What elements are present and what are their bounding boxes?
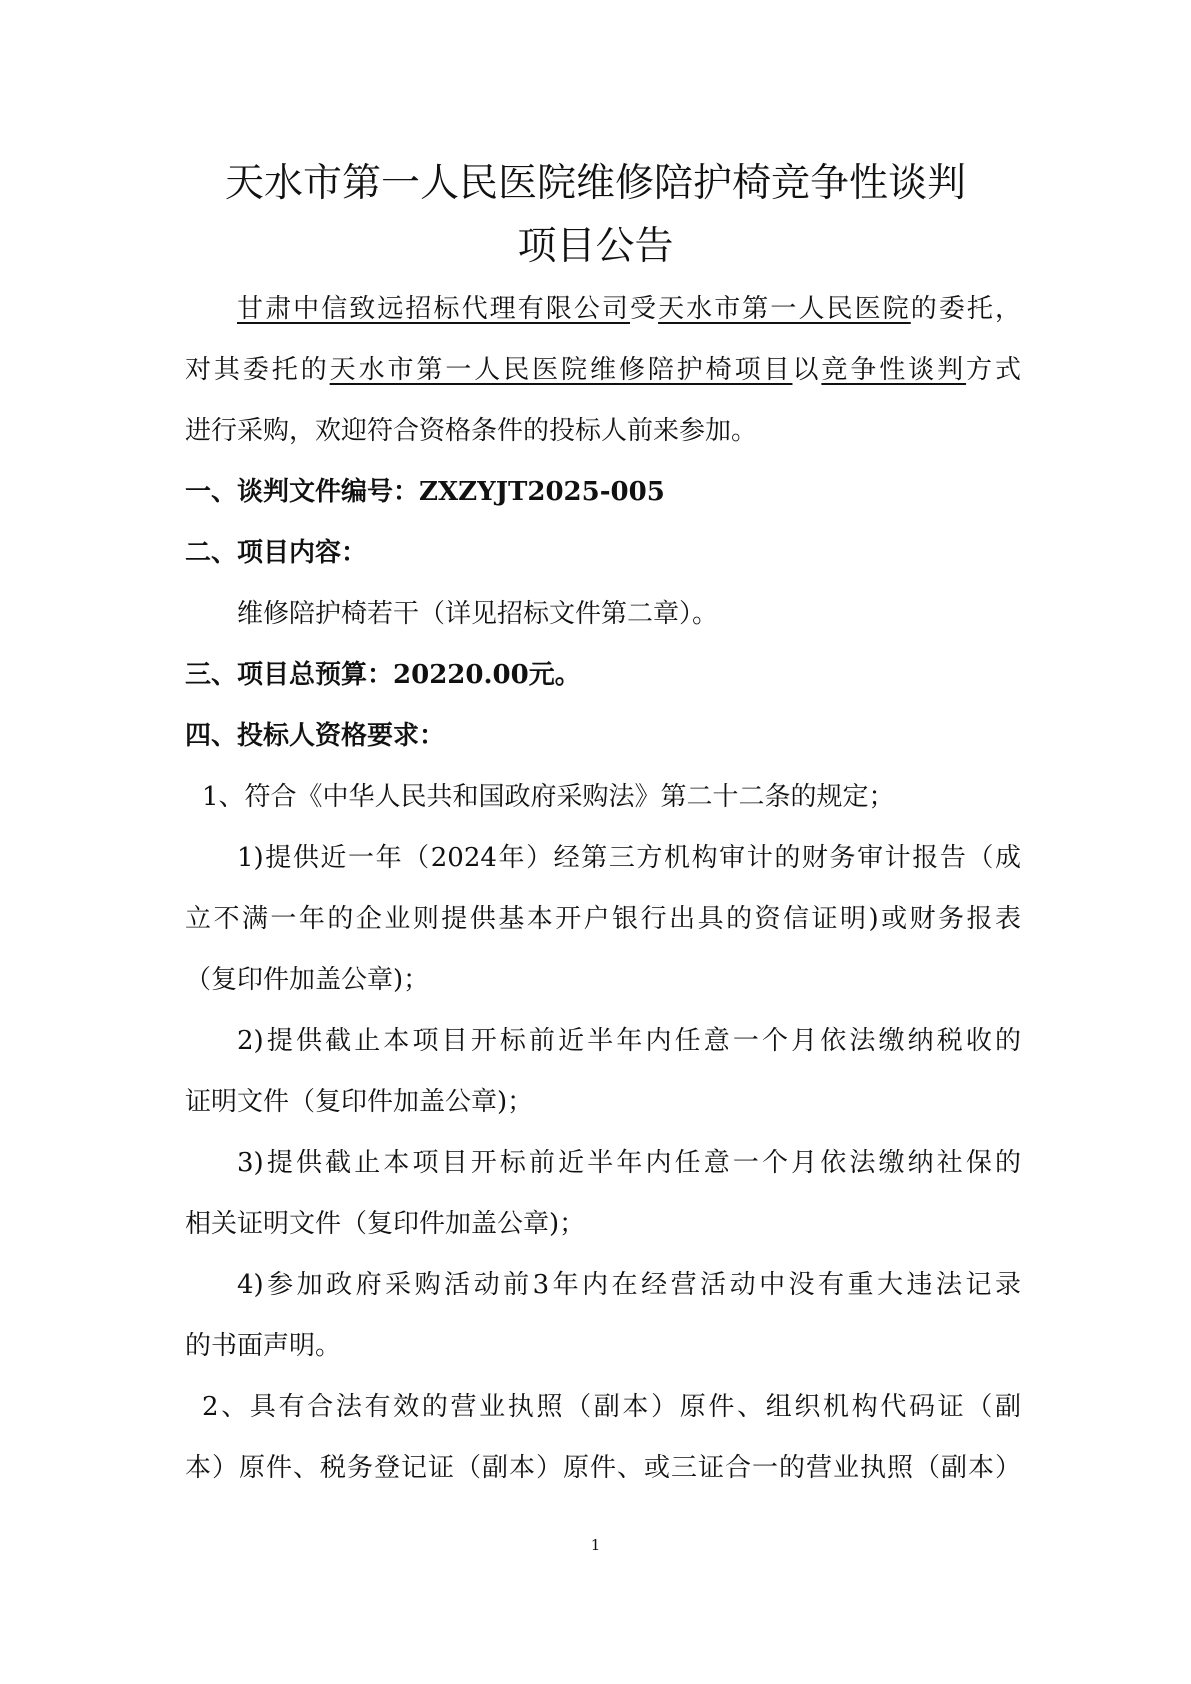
- sub-requirement-1-line1: 1)提供近一年（2024年）经第三方机构审计的财务审计报告（成: [237, 843, 1021, 873]
- page-number: 1: [590, 1536, 601, 1554]
- intro-line1: [185, 292, 1021, 326]
- intro-text: 受: [630, 294, 659, 324]
- sub-requirement-4-line2: 的书面声明。: [185, 1331, 342, 1361]
- procurement-method: 竞争性谈判: [821, 355, 967, 385]
- section-1-label: 一、谈判文件编号：: [185, 477, 420, 507]
- requirement-1: 1、符合《中华人民共和国政府采购法》第二十二条的规定；: [202, 782, 895, 812]
- sub-requirement-1-line2: 立不满一年的企业则提供基本开户银行出具的资信证明)或财务报表: [185, 904, 1021, 934]
- sub-requirement-2-line1: 2)提供截止本项目开标前近半年内任意一个月依法缴纳税收的: [237, 1026, 1021, 1056]
- project-content: 维修陪护椅若干（详见招标文件第二章）。: [237, 599, 719, 629]
- intro-text: 以: [792, 355, 822, 385]
- section-3-label: 三、项目总预算：: [185, 660, 394, 690]
- sub-requirement-3-line1: 3)提供截止本项目开标前近半年内任意一个月依法缴纳社保的: [237, 1148, 1021, 1178]
- agent-name: 甘肃中信致远招标代理有限公司: [237, 294, 631, 324]
- section-4-heading: 四、投标人资格要求：: [185, 721, 446, 751]
- sub-requirement-1-line3: （复印件加盖公章)；: [185, 965, 430, 995]
- intro-text: 的委托，: [910, 294, 1021, 324]
- sub-requirement-4-line1: 4)参加政府采购活动前3年内在经营活动中没有重大违法记录: [237, 1270, 1021, 1300]
- section-1-heading: [185, 475, 665, 509]
- page-title-line1: 天水市第一人民医院维修陪护椅竞争性谈判: [224, 161, 966, 206]
- section-2-heading: 二、项目内容：: [185, 538, 368, 568]
- purchaser-name: 天水市第一人民医院: [658, 294, 911, 324]
- sub-requirement-3-line2: 相关证明文件（复印件加盖公章)；: [185, 1209, 586, 1239]
- intro-line2: [185, 353, 1021, 387]
- document-number: ZXZYJT2025-005: [419, 477, 665, 507]
- intro-text: 方式: [966, 355, 1021, 385]
- requirement-2-line1: 2、具有合法有效的营业执照（副本）原件、组织机构代码证（副: [202, 1392, 1021, 1422]
- requirement-2-line2: 本）原件、税务登记证（副本）原件、或三证合一的营业执照（副本）: [185, 1453, 1021, 1483]
- section-3-heading: [185, 658, 581, 692]
- sub-requirement-2-line2: 证明文件（复印件加盖公章)；: [185, 1087, 534, 1117]
- page-title-line2: 项目公告: [517, 224, 674, 269]
- project-name: 天水市第一人民医院维修陪护椅项目: [329, 355, 793, 385]
- intro-text: 对其委托的: [185, 355, 330, 385]
- total-budget: 20220.00元。: [393, 660, 581, 690]
- intro-line3: 进行采购，欢迎符合资格条件的投标人前来参加。: [185, 416, 758, 446]
